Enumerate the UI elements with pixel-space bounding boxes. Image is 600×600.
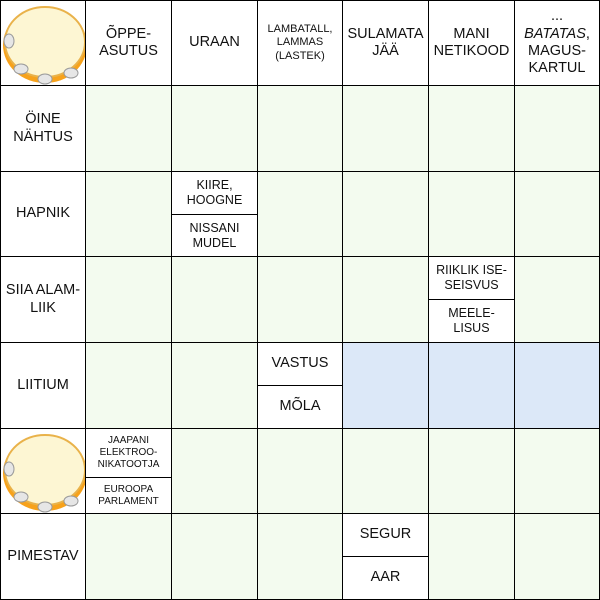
answer-cell[interactable]	[172, 343, 257, 428]
row-clue-liitium: LIITIUM	[1, 343, 85, 428]
answer-cell[interactable]	[86, 86, 171, 171]
row-clue-siia-alamliik: SIIA ALAM- LIIK	[1, 257, 85, 342]
answer-cell[interactable]	[343, 257, 428, 342]
clue-jaapani-elektroonikatootja: JAAPANI ELEKTROO- NIKATOOTJA	[86, 429, 171, 477]
image-cell-top	[1, 1, 85, 85]
answer-cell-highlighted[interactable]	[515, 343, 599, 428]
clue-nissani-mudel: NISSANI MUDEL	[172, 215, 257, 256]
clue-mola: MÕLA	[258, 386, 342, 428]
answer-cell[interactable]	[86, 257, 171, 342]
tambourine-icon	[1, 1, 85, 85]
header-clue-batatas: ... BATATAS, MAGUS- KARTUL	[515, 1, 599, 85]
row-clue-pimestav: PIMESTAV	[1, 514, 85, 599]
answer-cell[interactable]	[258, 86, 342, 171]
split-clue-segur-aar	[343, 514, 428, 599]
answer-cell[interactable]	[172, 86, 257, 171]
clue-kiire-hoogne: KIIRE, HOOGNE	[172, 172, 257, 214]
answer-cell[interactable]	[515, 429, 599, 513]
answer-cell[interactable]	[86, 172, 171, 256]
answer-cell[interactable]	[343, 429, 428, 513]
split-clue-kiire-nissani	[172, 172, 257, 256]
header-clue-mani-netikood: MANI NETIKOOD	[429, 1, 514, 85]
answer-cell[interactable]	[429, 86, 514, 171]
header-clue-oppeasutus: ÕPPE- ASUTUS	[86, 1, 171, 85]
row-clue-hapnik: HAPNIK	[1, 172, 85, 256]
answer-cell-highlighted[interactable]	[343, 343, 428, 428]
answer-cell[interactable]	[515, 257, 599, 342]
answer-cell[interactable]	[515, 86, 599, 171]
header-clue-uraan: URAAN	[172, 1, 257, 85]
answer-cell[interactable]	[258, 514, 342, 599]
answer-cell[interactable]	[515, 514, 599, 599]
split-clue-jaapani-europarl	[86, 429, 171, 513]
tambourine-icon	[1, 429, 85, 513]
answer-cell-highlighted[interactable]	[429, 343, 514, 428]
image-cell-bottom	[1, 429, 85, 513]
answer-cell[interactable]	[258, 172, 342, 256]
row-clue-oine-nahtus: ÖINE NÄHTUS	[1, 86, 85, 171]
split-clue-riiklik-meelelisus	[429, 257, 514, 342]
answer-cell[interactable]	[515, 172, 599, 256]
header-clue-lambatall: LAMBATALL, LAMMAS (LASTEK)	[258, 1, 342, 85]
header-clue-sulamata-jaa: SULAMATA JÄÄ	[343, 1, 428, 85]
answer-cell[interactable]	[429, 429, 514, 513]
answer-cell[interactable]	[86, 343, 171, 428]
clue-vastus: VASTUS	[258, 343, 342, 385]
answer-cell[interactable]	[172, 429, 257, 513]
answer-cell[interactable]	[429, 172, 514, 256]
clue-segur: SEGUR	[343, 514, 428, 556]
answer-cell[interactable]	[343, 86, 428, 171]
clue-aar: AAR	[343, 557, 428, 599]
clue-riiklik-iseseisvus: RIIKLIK ISE- SEISVUS	[429, 257, 514, 299]
answer-cell[interactable]	[343, 172, 428, 256]
answer-cell[interactable]	[86, 514, 171, 599]
clue-euroopa-parlament: EUROOPA PARLAMENT	[86, 478, 171, 513]
answer-cell[interactable]	[258, 429, 342, 513]
answer-cell[interactable]	[429, 514, 514, 599]
split-clue-vastus-mola	[258, 343, 342, 428]
answer-cell[interactable]	[258, 257, 342, 342]
answer-cell[interactable]	[172, 514, 257, 599]
answer-cell[interactable]	[172, 257, 257, 342]
clue-meelelisus: MEELE- LISUS	[429, 300, 514, 342]
